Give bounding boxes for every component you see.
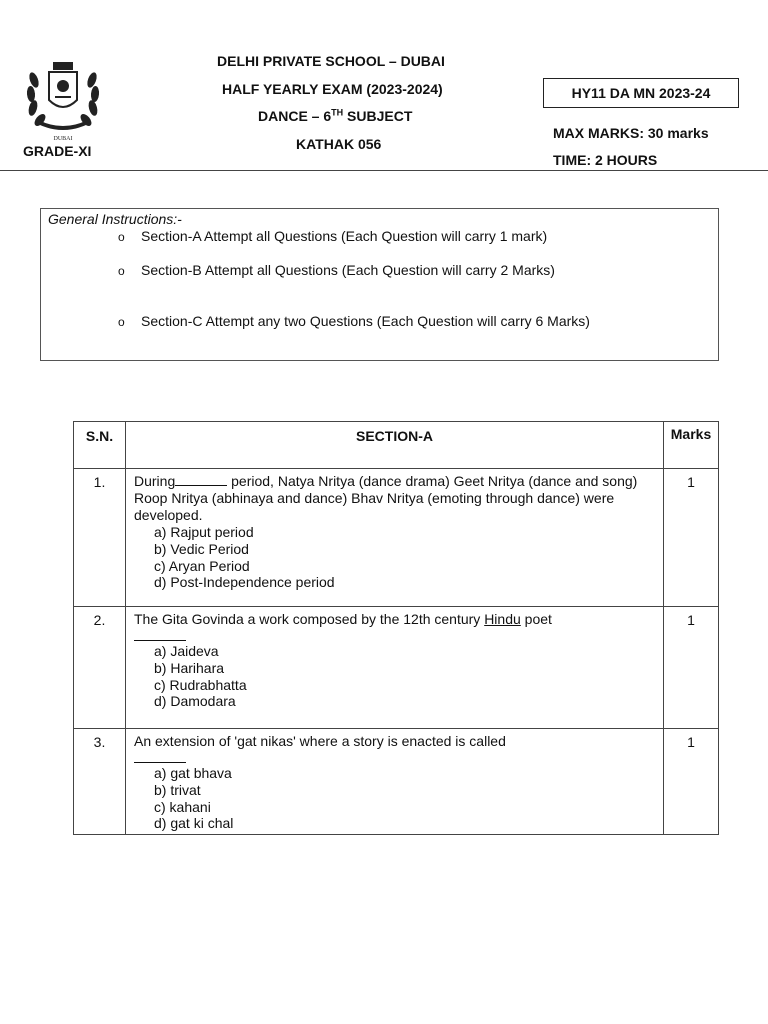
header-sn: S.N. xyxy=(74,422,126,469)
bullet-icon: o xyxy=(118,230,125,244)
subject-line: DANCE – 6TH SUBJECT xyxy=(258,107,413,124)
table-header-row xyxy=(74,422,719,469)
question-cell xyxy=(126,729,664,835)
exam-title: HALF YEARLY EXAM (2023-2024) xyxy=(222,81,443,97)
option: d) Post-Independence period xyxy=(154,574,335,591)
logo-caption: DUBAI xyxy=(53,136,73,142)
hindu-link[interactable]: Hindu xyxy=(484,611,521,627)
option: c) Rudrabhatta xyxy=(154,676,247,693)
question-cell xyxy=(126,607,664,729)
instruction-item: o Section-C Attempt any two Questions (Each Question will carry 6 Marks) xyxy=(118,313,590,329)
instructions-box xyxy=(40,208,719,361)
option: b) Vedic Period xyxy=(154,540,249,557)
paper-code: HY11 DA MN 2023-24 xyxy=(571,85,711,101)
section-a-table xyxy=(73,421,719,835)
question-marks: 1 xyxy=(664,607,719,729)
school-name: DELHI PRIVATE SCHOOL – DUBAI xyxy=(217,53,445,69)
options-list xyxy=(134,524,655,591)
exam-time: TIME: 2 HOURS xyxy=(553,152,658,168)
option: b) Harihara xyxy=(154,659,225,676)
answer-blank xyxy=(134,628,186,641)
course-code: KATHAK 056 xyxy=(296,136,382,152)
option: b) trivat xyxy=(154,781,201,798)
option: a) Rajput period xyxy=(154,524,254,540)
question-number: 1. xyxy=(74,469,126,607)
table-row xyxy=(74,729,719,835)
header-divider xyxy=(0,170,768,171)
header-marks: Marks xyxy=(664,422,719,469)
option: d) Damodara xyxy=(154,693,236,710)
instructions-title: General Instructions:- xyxy=(48,211,182,227)
options-list xyxy=(134,765,655,832)
question-marks: 1 xyxy=(664,729,719,835)
question-text: During period, Natya Nritya (dance drama) Geet Nritya (dance and song) Roop Nritya (abhinaya and dance) Bhav Nritya (emoting through dance) were developed. xyxy=(134,473,638,523)
school-logo xyxy=(22,50,104,142)
answer-blank xyxy=(175,473,227,486)
paper-code-box xyxy=(543,78,739,108)
question-text: The Gita Govinda a work composed by the 12th century Hindu poet xyxy=(134,611,552,627)
option: c) kahani xyxy=(154,798,211,815)
table-row xyxy=(74,607,719,729)
question-number: 3. xyxy=(74,729,126,835)
options-list xyxy=(134,643,655,710)
answer-blank xyxy=(134,750,186,763)
question-number: 2. xyxy=(74,607,126,729)
option: a) gat bhava xyxy=(154,765,232,781)
instruction-item: o Section-A Attempt all Questions (Each Question will carry 1 mark) xyxy=(118,228,548,244)
header-section: SECTION-A xyxy=(126,422,664,469)
question-cell xyxy=(126,469,664,607)
option: a) Jaideva xyxy=(154,643,219,659)
bullet-icon: o xyxy=(118,315,125,329)
option: d) gat ki chal xyxy=(154,815,234,832)
question-marks: 1 xyxy=(664,469,719,607)
option: c) Aryan Period xyxy=(154,557,250,574)
bullet-icon: o xyxy=(118,264,125,278)
table-row xyxy=(74,469,719,607)
max-marks: MAX MARKS: 30 marks xyxy=(553,125,709,141)
question-text: An extension of 'gat nikas' where a story is enacted is called xyxy=(134,733,506,749)
instruction-item: o Section-B Attempt all Questions (Each Question will carry 2 Marks) xyxy=(118,262,555,278)
grade-label: GRADE-XI xyxy=(23,143,92,159)
